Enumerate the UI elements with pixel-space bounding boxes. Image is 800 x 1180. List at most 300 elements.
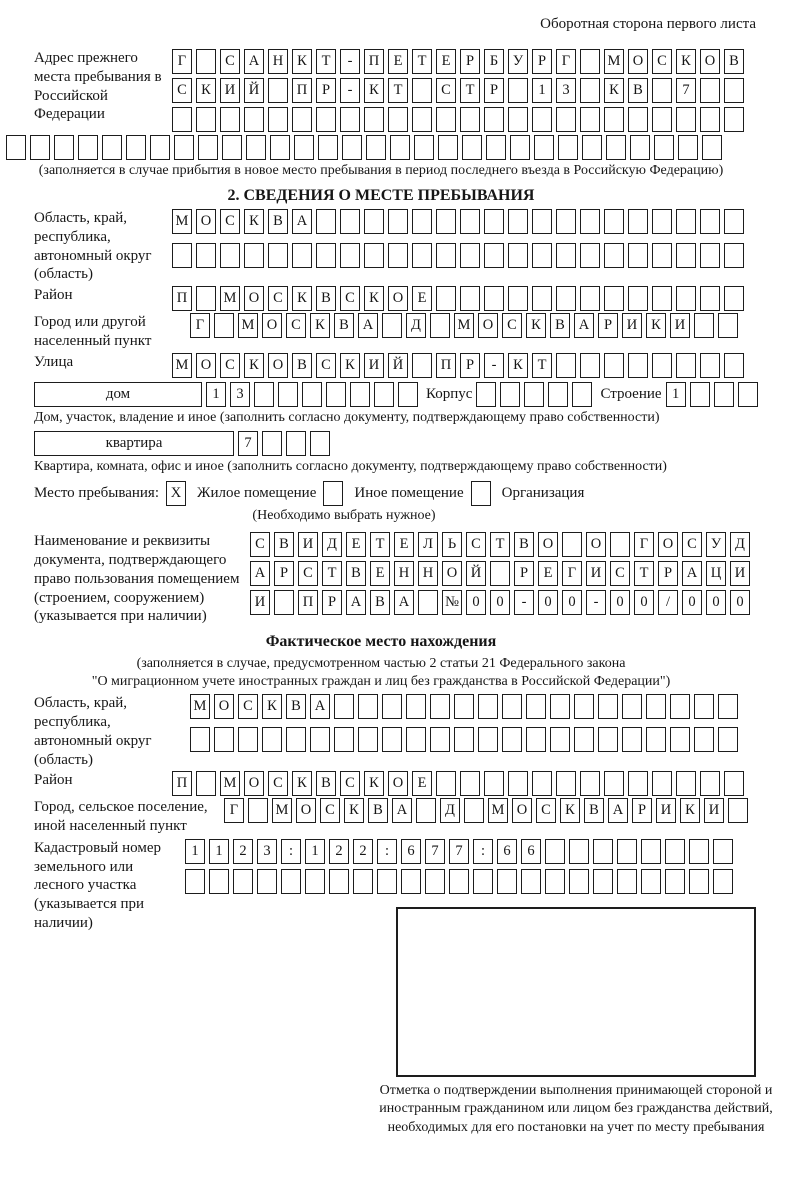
char-cell [556,353,576,378]
char-cell [316,209,336,234]
char-cell: / [658,590,678,615]
char-cell: И [250,590,270,615]
char-cell [700,771,720,796]
char-cell: Д [322,532,342,557]
char-cell [580,353,600,378]
char-cell: А [682,561,702,586]
char-cell [646,727,666,752]
char-cell [562,532,582,557]
char-cell [268,107,288,132]
char-cell [388,107,408,132]
char-cell: С [320,798,340,823]
char-cell: Р [514,561,534,586]
city-field [34,313,756,351]
char-cell [676,353,696,378]
char-cell: 0 [634,590,654,615]
char-cell: О [388,771,408,796]
organization-checkbox [471,481,491,506]
char-cell: П [364,49,384,74]
char-row [172,78,748,103]
char-cell [580,107,600,132]
char-cell [556,209,576,234]
char-cell: О [658,532,678,557]
char-cell [700,243,720,268]
char-cell [454,727,474,752]
char-cell: У [706,532,726,557]
char-cell [484,771,504,796]
char-cell [196,107,216,132]
char-cell: Т [490,532,510,557]
char-cell [700,78,720,103]
char-cell [214,313,234,338]
char-cell [676,771,696,796]
char-cell [278,382,298,407]
char-cell: Й [388,353,408,378]
char-cell: 0 [490,590,510,615]
district-field [34,286,756,311]
char-cell [248,798,268,823]
char-cell [220,107,240,132]
char-cell: Т [316,49,336,74]
char-cell: О [262,313,282,338]
char-cell [508,78,528,103]
char-cell: А [358,313,378,338]
char-cell: К [292,286,312,311]
char-cell: 6 [497,839,517,864]
char-cell: Е [412,771,432,796]
char-cell [209,869,229,894]
document-label: Наименование и реквизиты документа, подтверждающего право пользования помещением (строением, сооружением) (указывается при наличии) [34,533,240,625]
char-cell: М [272,798,292,823]
char-cell [556,243,576,268]
char-cell: 7 [425,839,445,864]
char-cell [652,107,672,132]
char-cell: Т [370,532,390,557]
char-cell: М [190,694,210,719]
char-cell: 0 [538,590,558,615]
char-cell: Й [244,78,264,103]
char-cell [654,135,674,160]
actual-city-label: Город, сельское поселение, иной населенный пункт [34,799,208,835]
char-cell [430,694,450,719]
char-cell: С [238,694,258,719]
char-cell [714,382,734,407]
char-cell: М [220,771,240,796]
char-cell: О [628,49,648,74]
region-label: Область, край, республика, автономный округ (область) [34,210,152,283]
char-cell [532,286,552,311]
char-cell [718,313,738,338]
actual-location-note-1: (заполняется в случае, предусмотренном частью 2 статьи 21 Федерального закона [136,656,626,671]
char-cell [478,694,498,719]
char-cell [302,382,322,407]
char-cell: С [172,78,192,103]
char-cell [593,869,613,894]
char-cell [418,590,438,615]
char-cell: К [344,798,364,823]
char-cell [497,869,517,894]
char-cell: 1 [209,839,229,864]
char-cell: С [220,353,240,378]
char-cell: П [172,286,192,311]
char-cell: С [610,561,630,586]
char-cell [382,727,402,752]
char-cell [292,107,312,132]
char-cell: К [364,771,384,796]
char-cell: 1 [305,839,325,864]
char-cell [286,431,306,456]
char-cell [254,382,274,407]
char-cell: 7 [238,431,258,456]
char-cell: А [250,561,270,586]
char-cell [724,286,744,311]
char-cell [713,839,733,864]
char-cell [390,135,410,160]
char-cell: Р [274,561,294,586]
char-cell: 6 [521,839,541,864]
char-cell: К [680,798,700,823]
char-cell [580,209,600,234]
char-cell [556,107,576,132]
char-cell [412,107,432,132]
char-cell [702,135,722,160]
char-cell [244,243,264,268]
char-cell [476,382,496,407]
char-cell: Т [532,353,552,378]
document-field [34,532,756,626]
char-cell: П [436,353,456,378]
char-cell [628,107,648,132]
char-cell: С [298,561,318,586]
char-cell [676,243,696,268]
char-cell: В [274,532,294,557]
char-cell: А [394,590,414,615]
char-cell: Д [730,532,750,557]
actual-district-field [34,771,756,796]
char-cell [689,869,709,894]
char-cell: О [512,798,532,823]
char-cell: М [454,313,474,338]
char-cell [724,771,744,796]
char-cell: О [388,286,408,311]
char-cell: В [370,590,390,615]
char-cell [305,869,325,894]
char-cell [508,209,528,234]
char-cell: А [608,798,628,823]
char-cell: И [670,313,690,338]
char-cell: А [244,49,264,74]
char-cell [548,382,568,407]
char-cell [652,243,672,268]
char-row [172,49,748,74]
char-cell [580,243,600,268]
char-cell [126,135,146,160]
char-cell: И [730,561,750,586]
cadastre-label: Кадастровый номер земельного или лесного участка (указывается при наличии) [34,839,161,931]
char-cell: : [281,839,301,864]
char-cell [628,771,648,796]
char-cell [244,107,264,132]
char-cell: К [526,313,546,338]
char-cell: Р [460,49,480,74]
char-cell [478,727,498,752]
char-cell [724,353,744,378]
char-cell [196,771,216,796]
actual-location-title: Фактическое место нахождения [265,633,497,650]
char-cell [484,107,504,132]
char-cell: Р [598,313,618,338]
char-cell [641,869,661,894]
char-cell: П [172,771,192,796]
char-cell [316,243,336,268]
char-cell: П [292,78,312,103]
char-cell: Ь [442,532,462,557]
char-cell [670,727,690,752]
char-cell: 0 [706,590,726,615]
char-cell: - [514,590,534,615]
char-cell [412,353,432,378]
char-cell: Ц [706,561,726,586]
char-cell [678,135,698,160]
char-cell: С [220,209,240,234]
char-cell [484,243,504,268]
char-cell: В [346,561,366,586]
prev-address-rows [172,49,748,132]
char-cell [406,694,426,719]
char-cell [416,798,436,823]
char-cell: 2 [353,839,373,864]
char-cell [700,209,720,234]
char-cell: С [466,532,486,557]
char-row [666,382,762,407]
char-cell: Г [224,798,244,823]
char-cell [366,135,386,160]
char-cell: С [268,771,288,796]
char-cell [464,798,484,823]
char-cell: Н [418,561,438,586]
char-cell [310,727,330,752]
char-cell [689,839,709,864]
house-row [34,382,756,407]
char-cell [550,694,570,719]
char-cell: - [484,353,504,378]
char-cell: - [340,49,360,74]
char-row [172,243,748,268]
char-cell [738,382,758,407]
char-cell [508,286,528,311]
street-label: Улица [34,353,74,370]
char-row [172,771,748,796]
char-cell [556,771,576,796]
char-cell: В [316,286,336,311]
char-cell [185,869,205,894]
other-premises-label: Иное помещение [354,485,464,502]
char-cell: К [292,49,312,74]
actual-district-label: Район [34,772,73,789]
char-cell [724,209,744,234]
actual-region-field [34,694,756,769]
char-cell [713,869,733,894]
char-cell [340,209,360,234]
section2-title: 2. СВЕДЕНИЯ О МЕСТЕ ПРЕБЫВАНИЯ [227,187,535,205]
document-rows [250,532,754,615]
char-cell: Л [418,532,438,557]
char-cell: К [676,49,696,74]
char-cell [652,78,672,103]
char-cell [582,135,602,160]
char-cell [220,243,240,268]
stay-type-label: Место пребывания: [34,485,159,502]
char-cell [460,771,480,796]
apartment-box-label: квартира [34,431,234,456]
char-row [238,431,334,456]
char-cell: А [346,590,366,615]
char-cell [593,839,613,864]
char-row [172,286,748,311]
char-cell [412,78,432,103]
char-cell: Т [412,49,432,74]
char-cell: И [622,313,642,338]
char-cell [502,727,522,752]
char-cell: М [172,353,192,378]
char-cell: О [442,561,462,586]
char-cell [425,869,445,894]
char-cell: В [628,78,648,103]
char-cell: О [196,209,216,234]
char-cell [340,243,360,268]
char-cell [326,382,346,407]
char-cell [398,382,418,407]
char-cell: С [268,286,288,311]
char-cell: Г [172,49,192,74]
char-cell: О [478,313,498,338]
char-cell [334,694,354,719]
char-cell [500,382,520,407]
char-cell [382,313,402,338]
char-cell [436,107,456,132]
char-cell [364,209,384,234]
char-cell [473,869,493,894]
char-cell [652,771,672,796]
organization-label: Организация [501,485,585,502]
char-cell: 0 [682,590,702,615]
char-cell [460,107,480,132]
char-cell [414,135,434,160]
char-cell [364,107,384,132]
char-cell [580,286,600,311]
char-cell [388,243,408,268]
char-cell [728,798,748,823]
char-cell [222,135,242,160]
char-cell [604,286,624,311]
char-cell [724,78,744,103]
char-cell [268,243,288,268]
char-cell [246,135,266,160]
char-cell: О [268,353,288,378]
char-cell [329,869,349,894]
korpus-label: Корпус [426,385,473,402]
char-cell [545,839,565,864]
char-cell [196,243,216,268]
char-cell [604,243,624,268]
char-cell [641,839,661,864]
char-cell: С [682,532,702,557]
char-cell [270,135,290,160]
char-cell [622,694,642,719]
char-cell [580,78,600,103]
char-cell: 3 [257,839,277,864]
char-cell [334,727,354,752]
apartment-note: Квартира, комната, офис и иное (заполнить согласно документу, подтверждающему право собственности) [34,458,667,474]
corner-note: Оборотная сторона первого листа [540,16,756,32]
stay-type-row [34,481,756,506]
char-cell: К [560,798,580,823]
char-cell [545,869,565,894]
char-cell [521,869,541,894]
char-cell [694,694,714,719]
char-cell [484,286,504,311]
char-cell [676,209,696,234]
prev-address-overflow-row [6,135,756,160]
char-cell: А [310,694,330,719]
house-note: Дом, участок, владение и иное (заполнить согласно документу, подтверждающему право собственности) [34,409,660,425]
cadastre-field [34,839,756,931]
char-cell [198,135,218,160]
char-cell: С [340,771,360,796]
stay-type-note: (Необходимо выбрать нужное) [252,508,436,524]
char-cell [310,431,330,456]
char-cell: К [646,313,666,338]
char-cell [700,107,720,132]
char-cell: И [586,561,606,586]
char-row [250,590,754,615]
char-cell [502,694,522,719]
char-cell [406,727,426,752]
char-cell: Е [394,532,414,557]
char-cell [460,209,480,234]
char-cell: В [292,353,312,378]
char-cell [436,209,456,234]
char-cell [510,135,530,160]
char-cell [574,727,594,752]
char-cell: Г [556,49,576,74]
char-cell: Д [406,313,426,338]
char-cell: К [244,353,264,378]
char-cell [622,727,642,752]
char-cell [604,353,624,378]
char-cell: К [310,313,330,338]
street-field [34,353,756,378]
char-cell: Н [394,561,414,586]
char-cell [150,135,170,160]
char-cell: 7 [449,839,469,864]
char-cell [630,135,650,160]
char-cell [724,243,744,268]
char-cell: К [364,78,384,103]
char-cell [377,869,397,894]
char-cell: О [586,532,606,557]
char-cell: К [244,209,264,234]
char-cell: Е [538,561,558,586]
char-cell [490,561,510,586]
char-cell: Г [634,532,654,557]
char-cell [598,727,618,752]
char-cell [665,869,685,894]
char-cell [670,694,690,719]
char-cell [526,727,546,752]
char-cell: О [296,798,316,823]
char-cell: Е [346,532,366,557]
